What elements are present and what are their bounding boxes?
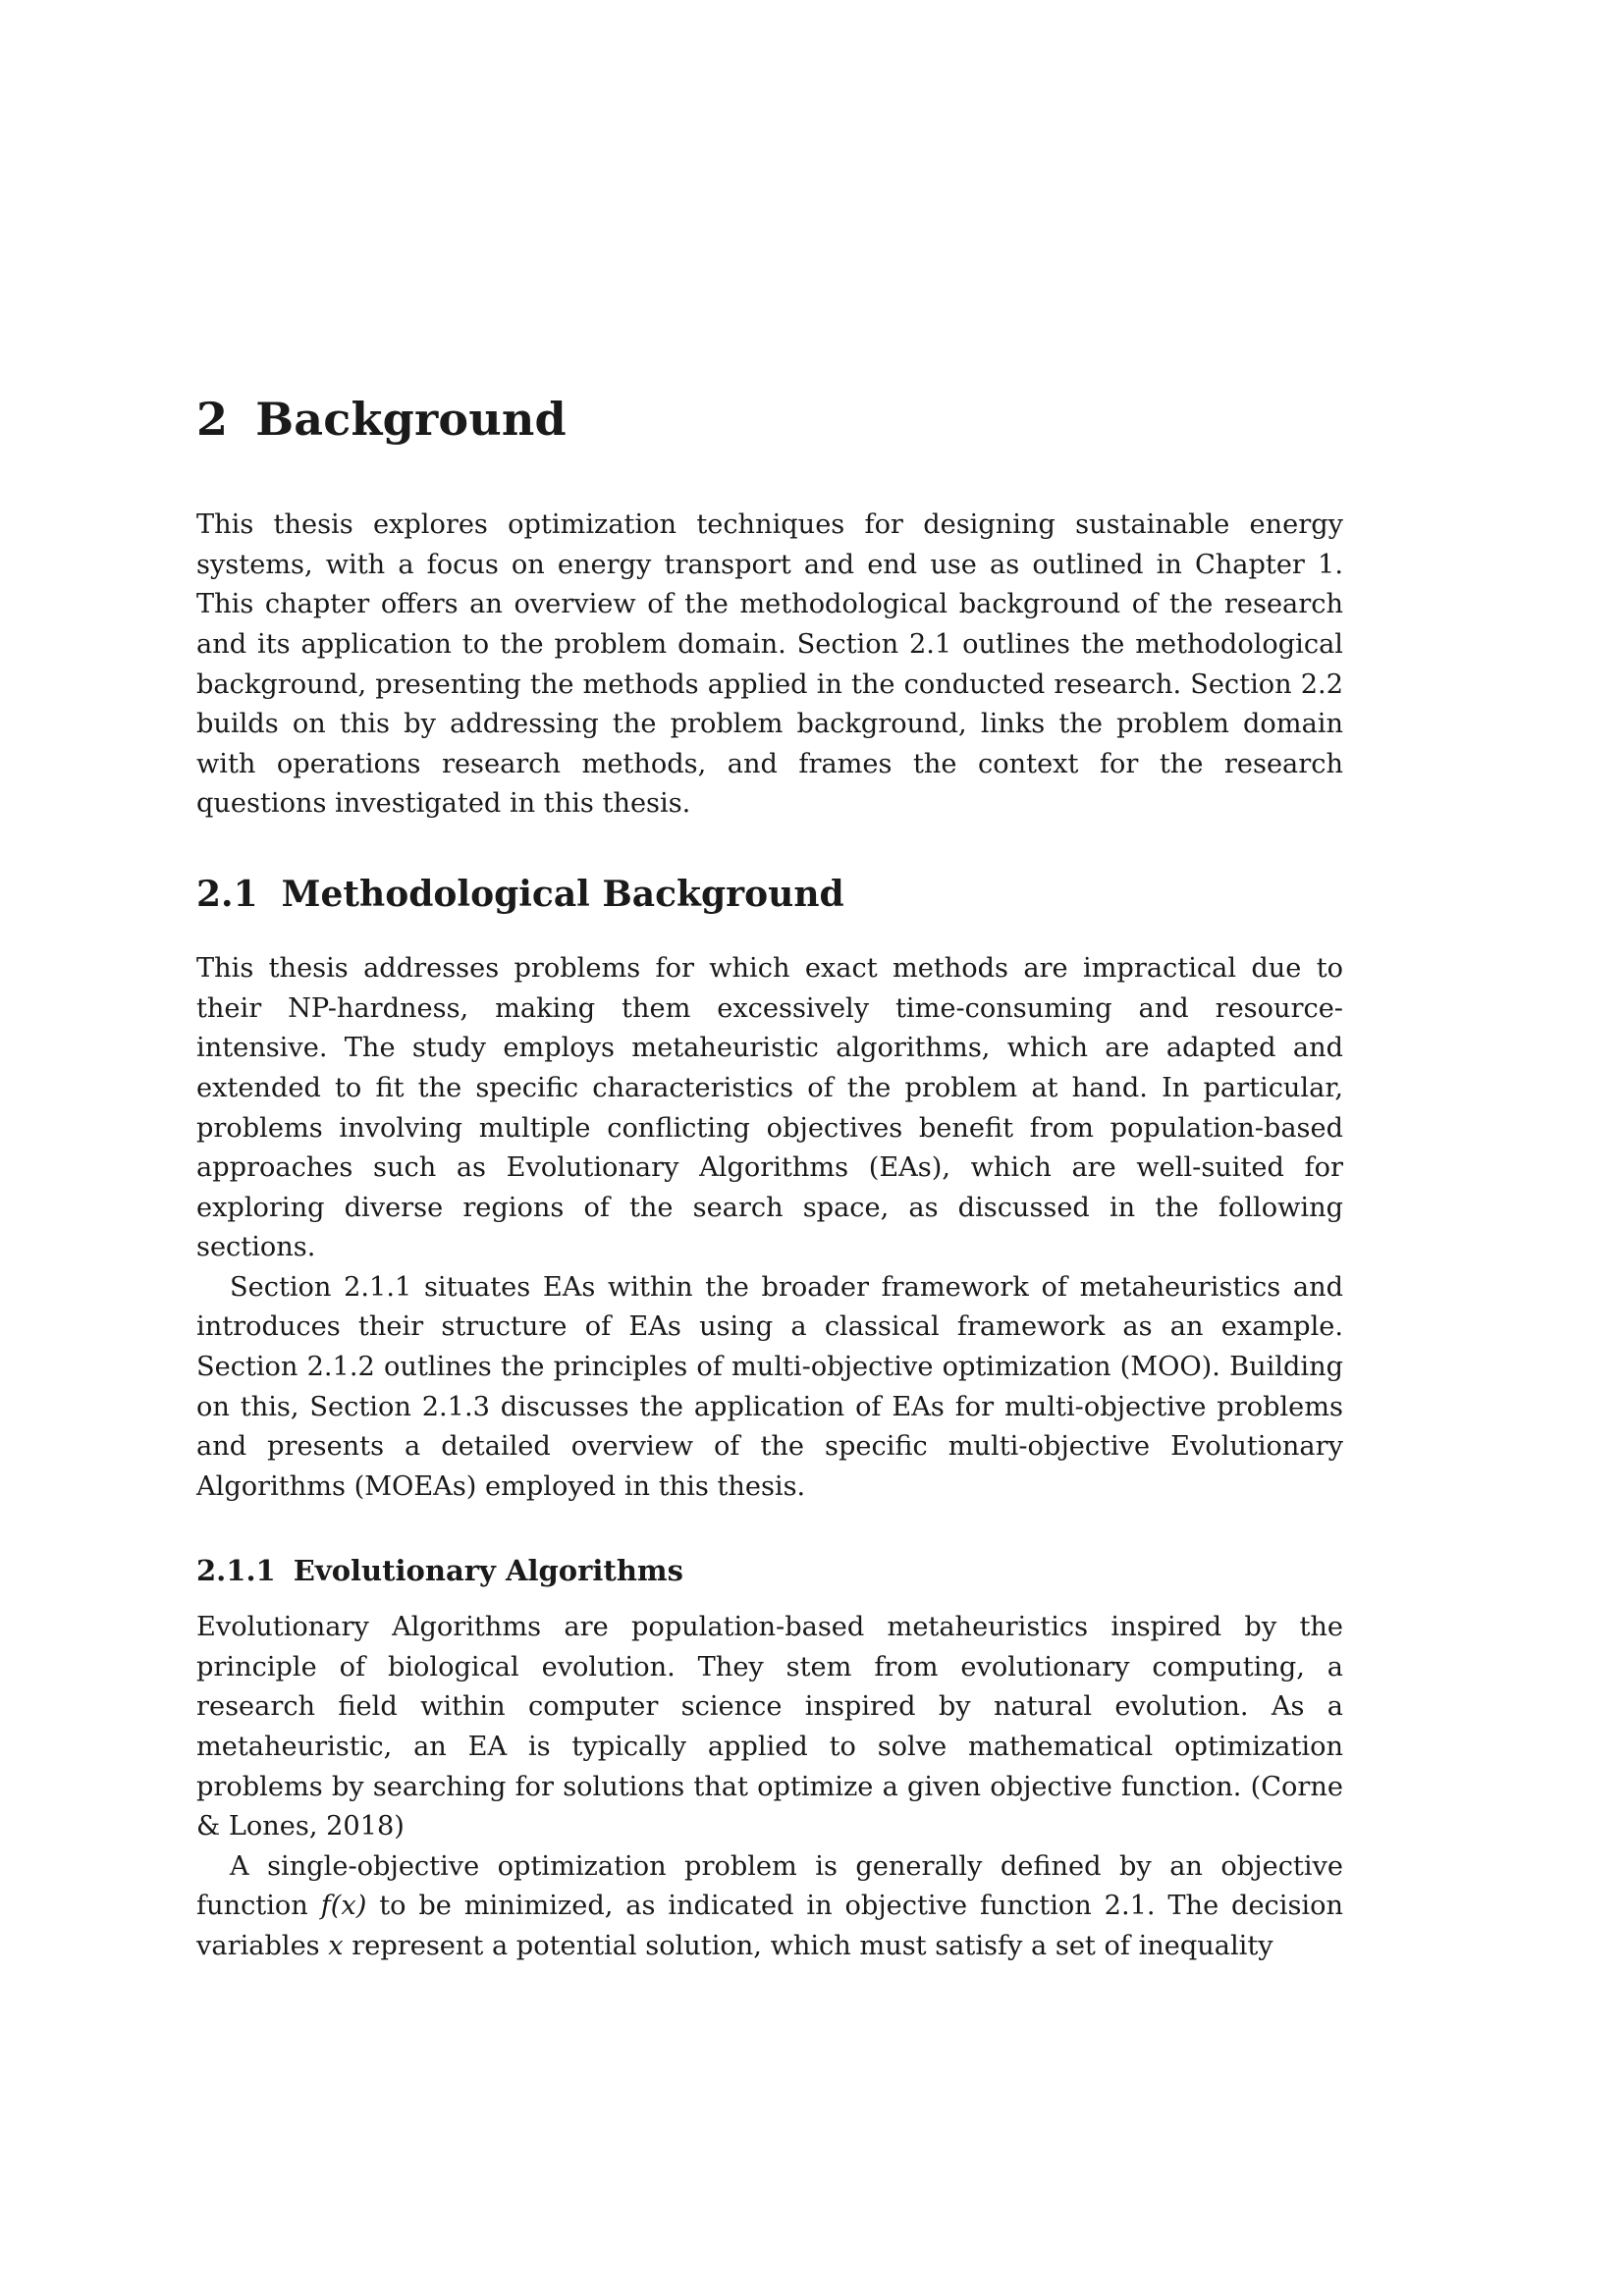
text-run: represent a potential solution, which must satisfy a set of inequality [343, 1930, 1273, 1961]
subsection-paragraph [196, 1847, 1343, 1967]
subsection-paragraph: Evolutionary Algorithms are population-based metaheuristics inspired by the principle of biological evolution. They stem from evolutionary computing, a research field within computer science inspired by natural evolution. As a metaheuristic, an EA is typically applied to solve mathematical optimization problems by searching for solutions that optimize a given objective function. (Corne & Lones, 2018) [196, 1612, 1343, 1842]
chapter-number: 2 [196, 393, 229, 446]
section-paragraph: Section 2.1.1 situates EAs within the broader framework of metaheuristics and introduces their structure of EAs using a classical framework as an example. Section 2.1.2 outlines the principles of multi-objective optimization (MOO). Building on this, Section 2.1.3 discusses the application of EAs for multi-objective problems and presents a detailed overview of the specific multi-objective Evolutionary Algorithms (MOEAs) employed in this thesis. [196, 1271, 1343, 1502]
section-number: 2.1 [196, 873, 258, 915]
subsection-title [196, 1554, 1343, 1588]
math-x: x [328, 1930, 344, 1961]
section-title-text: Methodological Background [281, 873, 844, 915]
chapter-title-text: Background [255, 393, 567, 446]
text-run: A single-objective optimization problem is generally defined by an objective function [196, 1850, 1343, 1922]
chapter-intro-paragraph: This thesis explores optimization techniques for designing sustainable energy systems, with a focus on energy transport and end use as outlined in Chapter 1. This chapter offers an overview of the methodological background of the research and its application to the problem domain. Section 2.1 outlines the methodological background, presenting the methods applied in the conducted research. Section 2.2 builds on this by addressing the problem background, links the problem domain with operations research methods, and frames the context for the research questions investigated in this thesis. [196, 509, 1343, 820]
subsection-number: 2.1.1 [196, 1554, 276, 1588]
page-content [196, 393, 1343, 1967]
chapter-title [196, 393, 1343, 447]
section-paragraph: This thesis addresses problems for which exact methods are impractical due to their NP-hardness, making them excessively time-consuming and resource-intensive. The study employs metaheuristic algorithms, which are adapted and extended to fit the specific characteristics of the problem at hand. In particular, problems involving multiple conflicting objectives benefit from population-based approaches such as Evolutionary Algorithms (EAs), which are well-suited for exploring diverse regions of the search space, as discussed in the following sections. [196, 953, 1343, 1263]
text-run: to be minimized, as indicated in objective function 2.1. The decision variables [196, 1891, 1343, 1961]
math-fx: f(x) [320, 1891, 367, 1922]
section-title [196, 874, 1343, 916]
subsection-title-text: Evolutionary Algorithms [293, 1554, 683, 1588]
